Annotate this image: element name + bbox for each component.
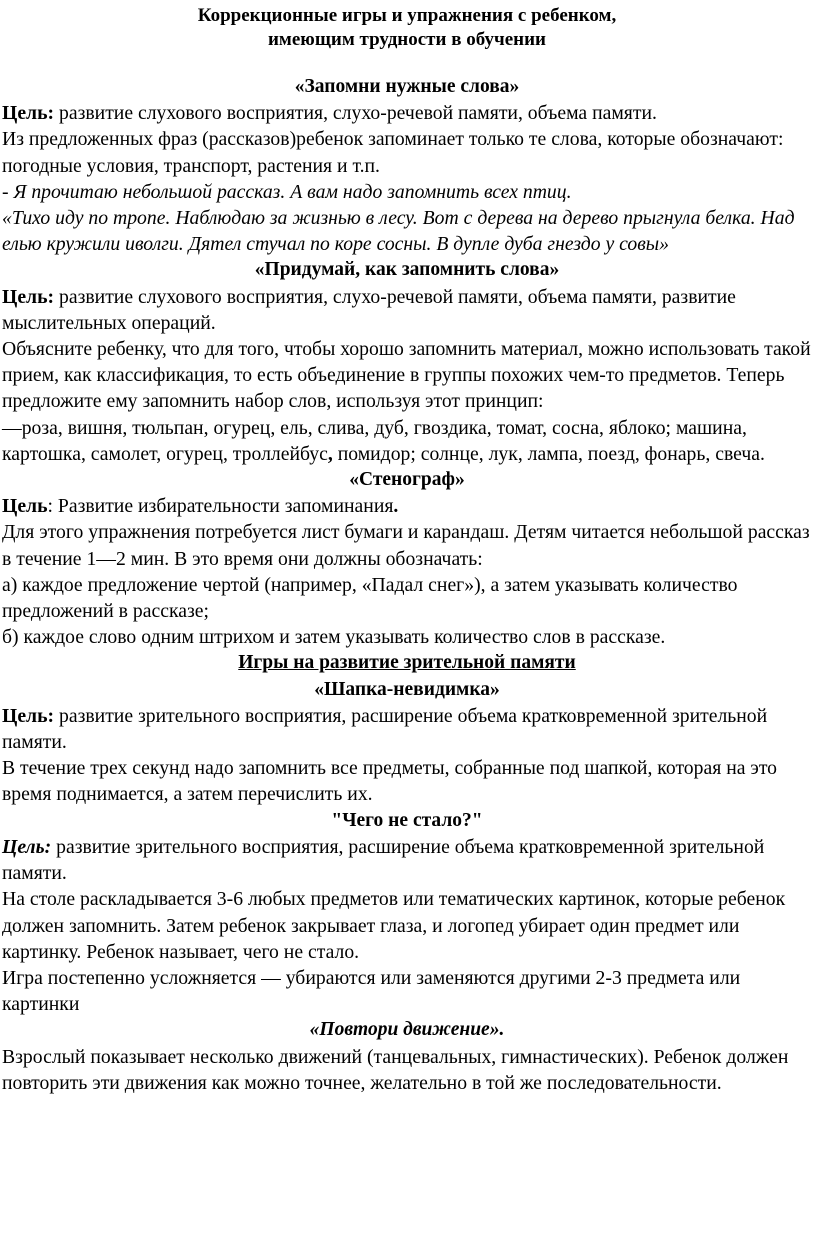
paragraph: Объясните ребенку, что для того, чтобы хорошо запомнить материал, можно использовать такой прием, как классификация, то есть объединение в группы похожих чем-то предметов. Теперь предложите ему запомнить набор слов, используя этот принцип: [2,338,811,413]
document-title-line-2: имеющим трудности в обучении [267,29,546,50]
goal-zapomni [2,100,812,126]
section-heading-visual-memory: Игры на развитие зрительной памяти [238,652,576,674]
paragraph: Из предложенных фраз (рассказов)ребенок запоминает только те слова, которые обозначают: погодные условия, транспорт, растения и т.п. [2,128,784,177]
goal-label: Цель: [2,102,55,125]
goal-label: Цель: [2,285,55,308]
goal-text: : Развитие избирательности запоминания [47,495,394,518]
heading-povtori: «Повтори движение». [309,1019,505,1041]
story-italic: «Тихо иду по тропе. Наблюдаю за жизнью в лесу. Вот с дерева на дерево прыгнула белка. Над елью кружили иволги. Дятел стучал по коре сосны. В дупле дуба гнездо у совы» [2,207,795,256]
paragraph: В течение трех секунд надо запомнить все предметы, собранные под шапкой, которая на это время поднимается, а затем перечислить их. [2,757,778,806]
paragraph: На столе раскладывается 3-6 любых предметов или тематических картинок, которые ребенок должен запомнить. Затем ребенок закрывает глаза, и логопед убирает один предмет или картинку. Ребенок называет, чего не стало. [2,888,786,963]
goal-shapka [2,703,812,755]
goal-text: развитие зрительного восприятия, расширение объема кратковременной зрительной памяти. [2,835,765,885]
document-title-line-1: Коррекционные игры и упражнения с ребенком, [197,5,617,26]
goal-label: Цель: [2,835,52,858]
instruction-italic: - Я прочитаю небольшой рассказ. А вам надо запомнить всех птиц. [2,180,572,203]
paragraph: а) каждое предложение чертой (например, «Падал снег»), а затем указывать количество предложений в рассказе; [2,573,738,623]
goal-pridumai [2,284,812,336]
paragraph: Взрослый показывает несколько движений (танцевальных, гимнастических). Ребенок должен повторить эти движения как можно точнее, желательно в той же последовательности. [2,1045,789,1094]
heading-stenograf: «Стенограф» [349,469,465,491]
goal-text: развитие слухового восприятия, слухо-речевой памяти, объема памяти, развитие мыслительных операций. [2,285,736,334]
paragraph: б) каждое слово одним штрихом и затем указывать количество слов в рассказе. [2,626,666,649]
goal-text: развитие слухового восприятия, слухо-речевой памяти, объема памяти. [54,102,657,125]
heading-pridumai: «Придумай, как запомнить слова» [254,259,560,281]
goal-label: Цель: [2,704,55,727]
paragraph: Игра постепенно усложняется — убираются или заменяются другими 2-3 предмета или картинки [2,966,741,1016]
goal-chego-ne-stalo [2,834,812,886]
goal-text: развитие зрительного восприятия, расширение объема кратковременной зрительной памяти. [2,704,768,754]
goal-stenograf: Цель: Развитие избирательности запоминания. [2,495,399,518]
heading-zapomni: «Запомни нужные слова» [294,76,520,97]
heading-shapka: «Шапка-невидимка» [314,678,500,700]
word-list: —роза, вишня, тюльпан, огурец, ель, слива, дуб, гвоздика, томат, сосна, яблоко; машина, картошка, самолет, огурец, троллейбус, помидор; солнце, лук, лампа, поезд, фонарь, свеча. [2,416,765,465]
goal-label: Цель [2,495,48,518]
paragraph: Для этого упражнения потребуется лист бумаги и карандаш. Детям читается небольшой рассказ в течение 1—2 мин. В это время они должны обозначать: [2,521,810,570]
heading-chego-ne-stalo: "Чего не стало?" [331,809,483,831]
